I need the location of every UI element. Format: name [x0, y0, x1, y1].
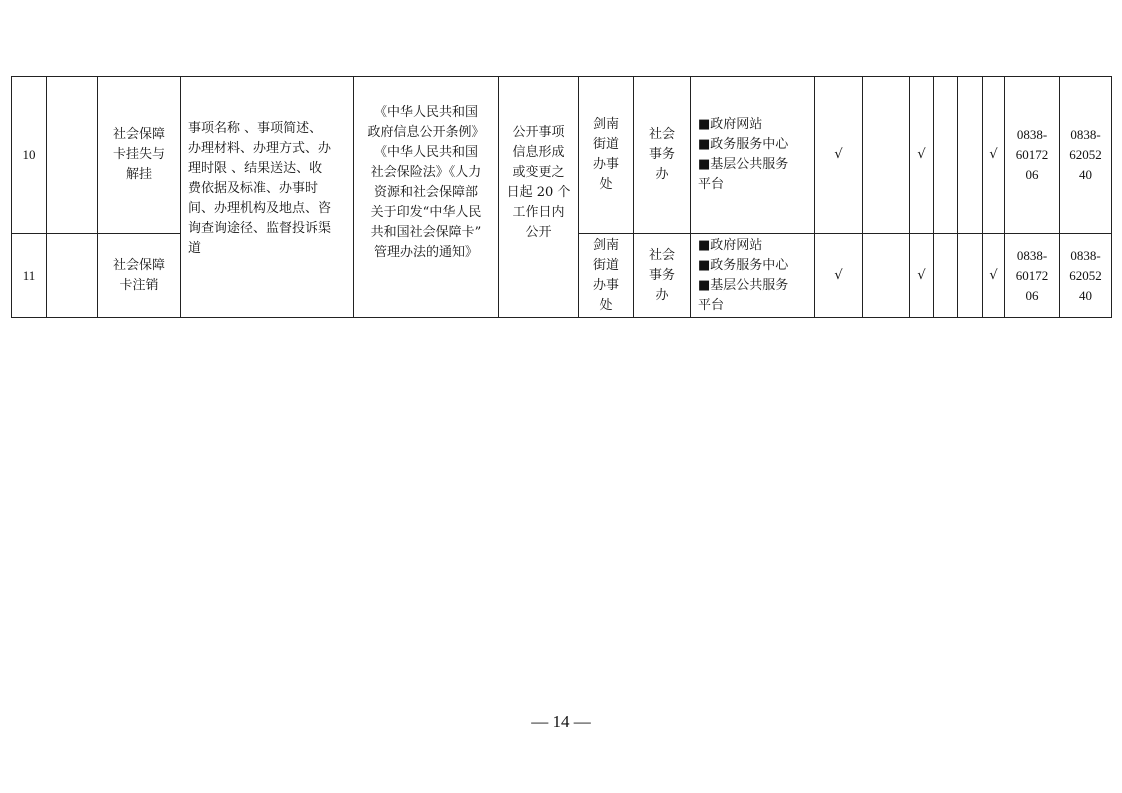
page-number: — 14 —: [531, 712, 591, 731]
empty-cell: [47, 77, 98, 234]
check-mark: √: [983, 234, 1005, 318]
responsible-dept: 社会 事务 办: [648, 247, 675, 303]
check-mark: √: [815, 234, 863, 318]
public-time-limit: 公开事项 信息形成 或变更之 日起 20 个 工作日内 公开: [506, 125, 571, 240]
check-mark: √: [910, 77, 934, 234]
public-subject: 剑南 街道 办事 处: [592, 237, 619, 313]
public-basis: 《中华人民共和国 政府信息公开条例》 《中华人民共和国 社会保险法》《人力 资源和社会保障部 关于印发“中华人民 共和国社会保障卡” 管理办法的通知》: [367, 105, 485, 260]
contact-phone-1: 0838- 60172 06: [1015, 247, 1049, 303]
check-mark: √: [910, 234, 934, 318]
row-index: 11: [12, 234, 47, 318]
row-index: 10: [12, 77, 47, 234]
contact-phone-2: 0838- 62052 40: [1069, 247, 1102, 303]
empty-cell: [47, 234, 98, 318]
empty-cell: [863, 234, 910, 318]
contact-phone-1: 0838- 60172 06: [1015, 127, 1049, 182]
public-channels: ■政府网站 ■政务服务中心 ■基层公共服务 平台: [698, 237, 789, 313]
item-name: 社会保障 卡注销: [112, 257, 165, 293]
public-channels: ■政府网站 ■政务服务中心 ■基层公共服务 平台: [698, 117, 789, 192]
check-mark: √: [815, 77, 863, 234]
check-mark: √: [983, 77, 1005, 234]
empty-cell: [958, 77, 983, 234]
empty-cell: [934, 234, 958, 318]
empty-cell: [958, 234, 983, 318]
empty-cell: [863, 77, 910, 234]
public-info-table: [11, 76, 1112, 318]
public-content: 事项名称 、事项简述、 办理材料、办理方式、办 理时限 、结果送达、收 费依据及标准、办事时 间、办理机构及地点、咨 询查询途径、监督投诉渠 道: [188, 121, 332, 256]
item-name: 社会保障 卡挂失与 解挂: [112, 127, 165, 182]
responsible-dept: 社会 事务 办: [648, 127, 675, 182]
contact-phone-2: 0838- 62052 40: [1069, 127, 1102, 182]
public-subject: 剑南 街道 办事 处: [592, 117, 619, 192]
table-row: [12, 77, 1112, 234]
empty-cell: [934, 77, 958, 234]
